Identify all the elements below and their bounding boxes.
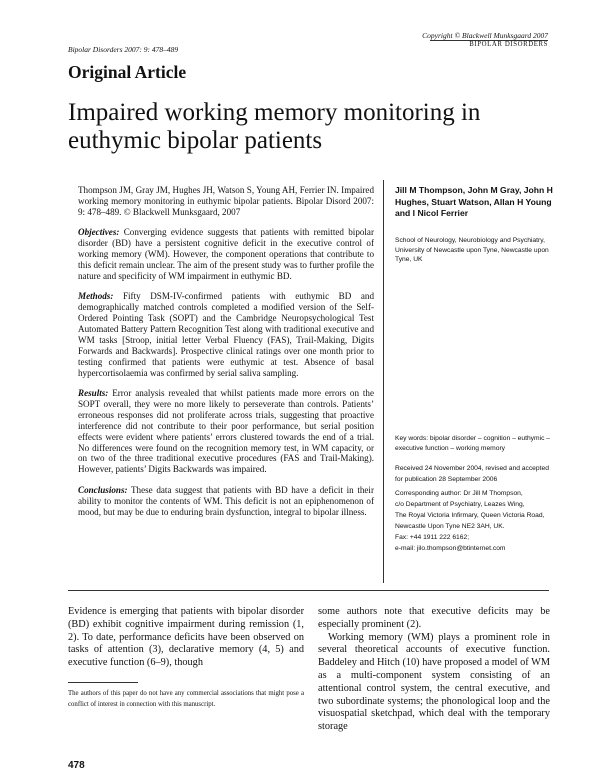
received-dates: Received 24 November 2004, revised and accepted for publication 28 September 2006	[395, 465, 549, 483]
journal-name: BIPOLAR DISORDERS	[469, 41, 548, 48]
body-paragraph: Evidence is emerging that patients with bipolar disorder (BD) exhibit cognitive impairment during remission (1, 2). To date, performance deficits have been observed on tasks of attention (3), declarative memory (4, 5) and executive function (6–9), though	[68, 606, 304, 669]
abstract-results	[78, 388, 374, 475]
corr-line: Corresponding author: Dr Jill M Thompson,	[395, 490, 523, 497]
abstract-objectives	[78, 227, 374, 282]
results-text: Error analysis revealed that whilst patients made more errors on the SOPT overall, they were no more likely to perseverate than controls. Patients’ erroneous responses did not proliferate across trials, suggesting that proactive interference did not contribute to their poor performance, but serial position effects were evident where patients’ errors clustered towards the end of a trial. No differences were found on the recognition memory test, in WM capacity, or on two of the three traditional executive procedures (FAS and Trail-Making). However, patients’ Digits Backwards was impaired.	[78, 388, 374, 475]
keywords: Key words: bipolar disorder – cognition – euthymic – executive function – working memory	[395, 435, 551, 453]
column-divider	[383, 180, 384, 583]
conclusions-text: These data suggest that patients with BD have a deficit in their ability to monitor the contents of WM. This deficit is not an epiphenomenon of mood, but may be due to enduring brain dysfunction, integral to bipolar illness.	[78, 484, 374, 517]
article-title: Impaired working memory monitoring in euthymic bipolar patients	[68, 99, 481, 154]
corr-line: c/o Department of Psychiatry, Leazes Wing,	[395, 500, 525, 508]
corr-line: Fax: +44 1911 222 6162;	[395, 533, 470, 541]
methods-text: Fifty DSM-IV-confirmed patients with euthymic BD and demographically matched controls completed a modified version of the Self-Ordered Pointing Task (SOPT) and the Cambridge Neuropsychological Test Automated Battery Pattern Recognition Test along with traditional executive and WM tasks [Stroop, initial letter Verbal Fluency (FAS), Trail-Making, Digits Forwards and Backwards]. Prospective clinical ratings over one month prior to testing confirmed that patients were euthymic at test. Absence of basal hypercortisolaemia was confirmed by serial saliva sampling.	[78, 291, 374, 378]
journal-header	[422, 31, 548, 49]
article-type: Original Article	[68, 62, 187, 82]
conclusions-label: Conclusions:	[78, 484, 128, 495]
corr-line: Newcastle Upon Tyne NE2 3AH, UK.	[395, 522, 505, 530]
author-list: Jill M Thompson, John M Gray, John H Hughes, Stuart Watson, Allan H Young and I Nicol Ferrier	[395, 185, 553, 219]
footnote-rule	[68, 682, 138, 683]
corr-line: The Royal Victoria Infirmary, Queen Victoria Road,	[395, 511, 545, 519]
results-label: Results:	[78, 388, 109, 398]
body-column-right	[318, 606, 550, 734]
corresponding-author	[395, 489, 555, 554]
abstract-methods	[78, 291, 374, 378]
body-paragraph: some authors note that executive deficits may be especially prominent (2).	[318, 606, 550, 630]
citation: Thompson JM, Gray JM, Hughes JH, Watson S, Young AH, Ferrier IN. Impaired working memory monitoring in euthymic bipolar patients. Bipolar Disord 2007: 9: 478–489. © Blackwell Munksgaard, 2007	[78, 185, 374, 217]
footnote: The authors of this paper do not have any commercial associations that might pose a conflict of interest in connection with this manuscript.	[68, 690, 304, 708]
objectives-text: Converging evidence suggests that patients with remitted bipolar disorder (BD) have a persistent cognitive deficit in the executive control of working memory (WM). However, the component operations that contribute to this deficit remain unclear. The aim of the present study was to further profile the nature and specificity of WM impairment in euthymic BD.	[78, 227, 375, 281]
body-paragraph: Working memory (WM) plays a prominent role in several theoretical accounts of executive function. Baddeley and Hitch (10) have proposed a model of WM as a multi-component system consisting of an attentional control system, the central executive, and two subordinate systems; the phonological loop and the visuospatial sketchpad, which deal with the temporary storage	[318, 631, 550, 733]
affiliation: School of Neurology, Neurobiology and Psychiatry, University of Newcastle upon Tyne, Newcastle upon Tyne, UK	[395, 237, 549, 264]
abstract	[78, 185, 374, 527]
page-number: 478	[68, 760, 85, 771]
header-rule	[430, 40, 548, 41]
objectives-label: Objectives:	[78, 227, 120, 238]
methods-label: Methods:	[78, 291, 114, 302]
section-rule	[68, 590, 549, 591]
body-column-left	[68, 606, 304, 670]
copyright-notice: Copyright © Blackwell Munksgaard 2007	[422, 31, 548, 40]
abstract-conclusions	[78, 485, 374, 518]
corr-email: e-mail: jilo.thompson@btinternet.com	[395, 544, 506, 552]
running-head: Bipolar Disorders 2007: 9: 478–489	[68, 45, 179, 54]
